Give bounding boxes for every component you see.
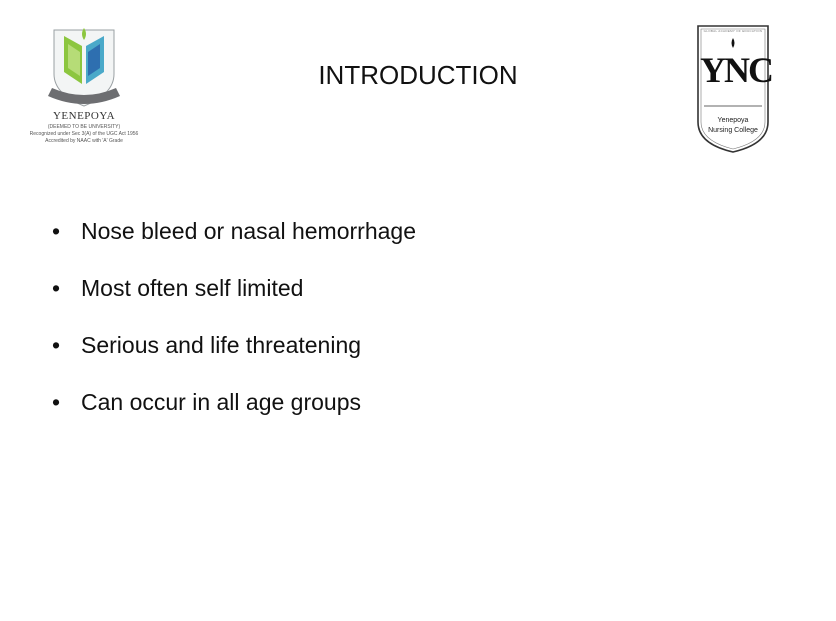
university-accreditation: Accredited by NAAC with 'A' Grade — [45, 138, 123, 144]
yenepoya-nursing-college-logo — [694, 22, 772, 156]
bullet-text: Serious and life threatening — [81, 332, 362, 358]
bullet-icon: • — [52, 275, 61, 301]
bullet-text: Most often self limited — [81, 275, 304, 301]
college-arc-text: GLOBAL ACADEMY OF EDUCATION — [703, 29, 763, 33]
college-monogram: YNC — [700, 50, 772, 90]
bullet-item — [52, 218, 416, 245]
bullet-text: Nose bleed or nasal hemorrhage — [81, 218, 416, 244]
university-status: (DEEMED TO BE UNIVERSITY) — [47, 124, 121, 130]
bullet-icon: • — [52, 332, 61, 358]
bullet-text: Can occur in all age groups — [81, 389, 361, 415]
bullet-item — [52, 275, 303, 302]
university-recognition: Recognized under Sec 3(A) of the UGC Act 1956 — [29, 131, 139, 137]
college-name-line1: Yenepoya — [717, 117, 749, 124]
slide-title: INTRODUCTION — [318, 60, 518, 90]
college-name — [700, 116, 766, 136]
university-name: YENEPOYA — [52, 110, 116, 122]
bullet-item — [52, 332, 361, 359]
yenepoya-university-logo — [24, 24, 144, 158]
bullet-icon: • — [52, 389, 61, 415]
bullet-item — [52, 389, 361, 416]
bullet-icon: • — [52, 218, 61, 244]
college-name-line2: Nursing College — [708, 127, 758, 134]
